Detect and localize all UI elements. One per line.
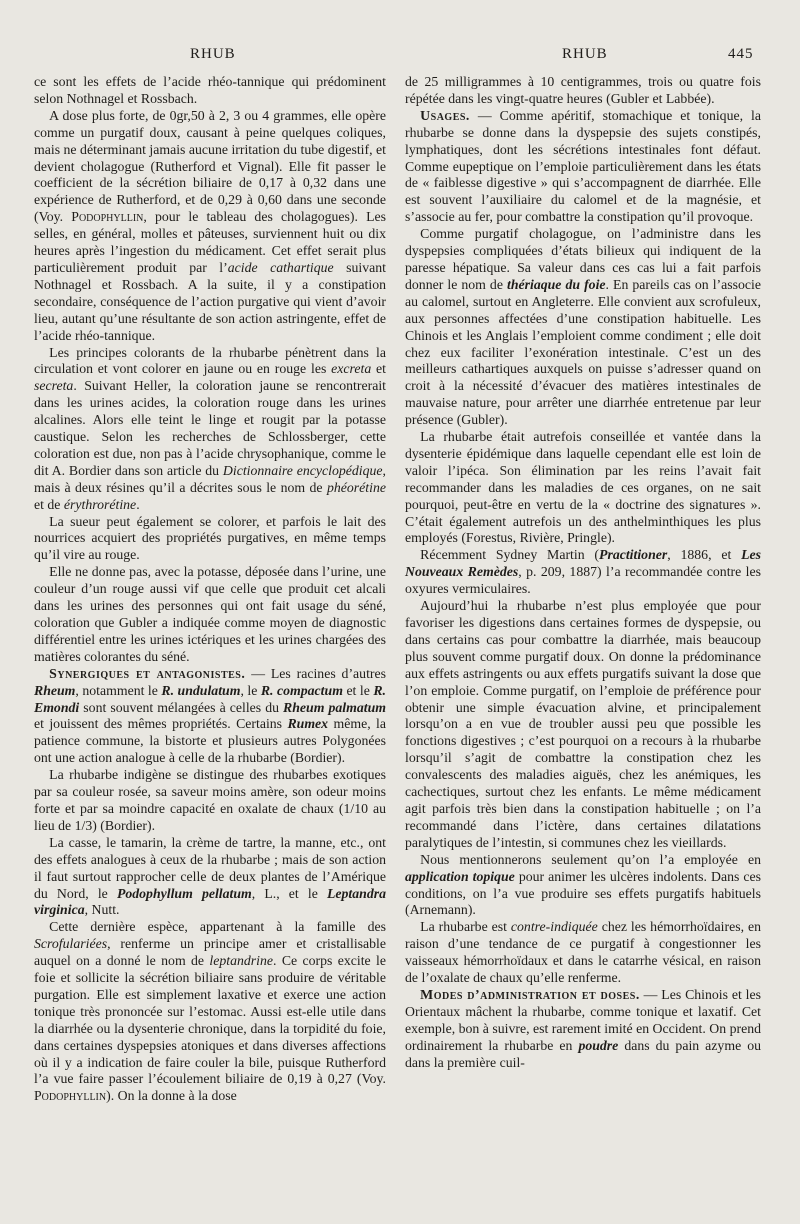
section-heading: Synergiques et antagonistes. xyxy=(49,665,246,681)
right-column xyxy=(405,74,761,1071)
header-right-title: RHUB xyxy=(562,46,608,62)
paragraph: La rhubarbe indigène se distingue des rhubarbes exotiques par sa couleur rosée, sa saveur moins amère, son odeur moins forte et par sa moindre capacité en oxalate de chaux (1/10 au lieu de 1/3) (Bordier). xyxy=(34,767,386,833)
paragraph: La rhubarbe est contre-indiquée chez les hémorrhoïdaires, en raison d’une tendance de ce purgatif à congestionner les vaisseaux hémorrhoïdaux et dans le catarrhe vésical, en raison de l’oxalate de chaux qu’elle renferme. xyxy=(405,919,761,986)
paragraph: La sueur peut également se colorer, et parfois le lait des nourrices acquiert des propriétés purgatives, en même temps qu’il vire au rouge. xyxy=(34,513,386,563)
paragraph: de 25 milligrammes à 10 centigrammes, trois ou quatre fois répétée dans les vingt-quatre heures (Gubler et Labbée). xyxy=(405,74,761,106)
paragraph: Nous mentionnerons seulement qu’on l’a employée en application topique pour animer les ulcères indolents. Dans ces conditions, on l’a vue produire ses effets purgatifs habituels (Arnemann). xyxy=(405,851,761,918)
paragraph: Récemment Sydney Martin (Practitioner, 1886, et Les Nouveaux Remèdes, p. 209, 1887) l’a recommandée contre les oxyures vermiculaires. xyxy=(405,547,762,597)
paragraph: A dose plus forte, de 0gr,50 à 2, 3 ou 4 grammes, elle opère comme un purgatif doux, causant à peine quelques coliques, mais ne déterminant jamais aucune irritation du tube digestif, et devient cholagogue (Rutherford et Vignal). Elle fit passer le coefficient de la sécrétion biliaire de 0,17 à 0,32 dans une expérience de Rutherford, et de 0,29 à 0,60 dans une seconde (Voy. Podophyllin, pour le tableau des cholagogues). Les selles, en général, molles et pâteuses, surviennent huit ou dix heures après l’ingestion du médicament. Cet effet serait plus particulièrement produit par l’acide cathartique suivant Nothnagel et Rossbach. A la suite, il y a constipation secondaire, conséquence de l’action purgative qui vient d’avoir lieu, autant qu’une résultante de son action astringente, effet de l’acide rhéo-tannique. xyxy=(34,107,387,343)
left-column xyxy=(34,74,386,1105)
cross-reference: Podophyllin xyxy=(34,1088,107,1104)
paragraph: Comme purgatif cholagogue, on l’administre dans les dyspepsies compliquées d’états bilieux qui indiquent de la paresse hépatique. Sa valeur dans ces cas lui a fait parfois donner le nom de thériaque du foie. En pareils cas on l’associe au calomel, surtout en Angleterre. Elle convient aux scrofuleux, aux personnes affectées d’une constipation habituelle. Les Chinois et les Anglais l’emploient comme condiment ; elle doit chez eux faciliter l’exonération intestinale. C’est un des meilleurs cathartiques auxquels on puisse s’adresser quand on croit à la nécessité d’évacuer des matières intestinales de mauvaise nature, pour arrêter une diarrhée entretenue par leur présence (Gubler). xyxy=(405,226,761,428)
section-paragraph: Usages. — Comme apéritif, stomachique et tonique, la rhubarbe se donne dans la dyspepsie des sujets constipés, lymphatiques, dont les sécrétions intestinales font défaut. Comme eupeptique on l’emploie particulièrement dans les états de « faiblesse digestive » qui s’accompagnent de diarrhée. Elle est souvent l’auxiliaire du calomel et de la magnésie, et s’associe au fer, pour combattre la constipation qu’il provoque. xyxy=(405,107,761,225)
paragraph: Elle ne donne pas, avec la potasse, déposée dans l’urine, une couleur d’un rouge aussi vif que celle que produit cet alcali dans les urines des personnes qui ont fait usage du séné, coloration que Gubler a indiquée comme moyen de diagnostic différentiel entre les urines ictériques et les urines chargées des matières colorantes du séné. xyxy=(34,564,386,664)
cross-reference: Podophyllin xyxy=(71,209,144,225)
running-header xyxy=(0,46,800,66)
paragraph: Aujourd’hui la rhubarbe n’est plus employée que pour favoriser les digestions dans certaines formes de dyspepsie, ou dans certains cas pour combattre la diarrhée, mais beaucoup plus souvent comme purgatif doux. On donne la prédominance aux effets astringents ou aux effets purgatifs suivant la dose que l’on emploie. Comme purgatif, on l’emploie de préférence pour obtenir une simple évacuation alvine, et principalement lorsqu’on a en vue de troubler aussi peu que possible les fonctions digestives ; c’est pourquoi on a recours à la rhubarbe lorsqu’il s’agit de combattre la constipation chez les convalescents des maladies aiguës, chez les anémiques, les cachectiques, surtout chez les enfants. Le même médicament agit parfois très bien dans la constipation habituelle ; on l’a recommandé dans l’ictère, dans certaines dilatations paralytiques de l’intestin, si communes chez les vieillards. xyxy=(405,598,761,850)
page-number: 445 xyxy=(728,46,754,62)
paragraph: Les principes colorants de la rhubarbe pénètrent dans la circulation et vont colorer en jaune ou en rouge les excreta et secreta. Suivant Heller, la coloration jaune se rencontrerait dans les urines acides, la coloration rouge dans les urines alcalines. Alors elle teint le linge et rougit par la potasse caustique. Selon les recherches de Schlossberger, cette coloration est due, non pas à l’acide chrysophanique, comme le dit A. Bordier dans son article du Dictionnaire encyclopédique, mais à deux résines qu’il a décrites sous le nom de phéorétine et de érythrorétine. xyxy=(34,344,387,512)
paragraph: ce sont les effets de l’acide rhéo-tannique qui prédominent selon Nothnagel et Rossbach. xyxy=(34,74,386,106)
paragraph: La rhubarbe était autrefois conseillée et vantée dans la dysenterie épidémique dans laquelle cependant elle est loin de valoir l’ipéca. Son élimination par les reins l’avait fait recommander dans les maladies de ces organes, on ne sait pourquoi, peut-être en vertu de la « doctrine des signatures ». C’était également autrefois un des anthelminthiques les plus employés (Forestus, Rivière, Pringle). xyxy=(405,429,761,546)
section-heading: Modes d’administration et doses. xyxy=(420,986,640,1002)
section-paragraph: Modes d’administration et doses. — Les Chinois et les Orientaux mâchent la rhubarbe, comme tonique et laxatif. Cet exemple, bon à suivre, est rarement imité en Occident. On prend ordinairement la rhubarbe en poudre dans du pain azyme ou dans la première cuil- xyxy=(405,986,761,1070)
paragraph: Cette dernière espèce, appartenant à la famille des Scrofulariées, renferme un principe amer et cristallisable auquel on a donné le nom de leptandrine. Ce corps excite le foie et sollicite la sécrétion biliaire sans produire de véritable purgation. Elle est simplement laxative et exerce une action tonique très prononcée sur l’estomac. Aussi est-elle utile dans la diarrhée ou la dysenterie chronique, dans la torpidité du foie, dans certaines dyspepsies atoniques et dans diverses affections où il y a indication de faire couler la bile, puisque Rutherford l’a vue faire passer l’écoulement biliaire de 0,19 à 0,27 (Voy. Podophyllin). On la donne à la dose xyxy=(34,919,386,1104)
section-heading: Usages. xyxy=(420,107,470,123)
paragraph: La casse, le tamarin, la crème de tartre, la manne, etc., ont des effets analogues à ceux de la rhubarbe ; mais de son action il faut surtout rapprocher celle de deux plantes de l’Amérique du Nord, le Podophyllum pellatum, L., et le Leptandra virginica, Nutt. xyxy=(34,834,386,918)
header-left-title: RHUB xyxy=(190,46,236,62)
section-paragraph: Synergiques et antagonistes. — Les racines d’autres Rheum, notamment le R. undulatum, le R. compactum et le R. Emondi sont souvent mélangées à celles du Rheum palmatum et jouissent des mêmes propriétés. Certains Rumex même, la patience commune, la bistorte et plusieurs autres Polygonées ont une action analogue à celle de la rhubarbe (Bordier). xyxy=(34,665,387,766)
